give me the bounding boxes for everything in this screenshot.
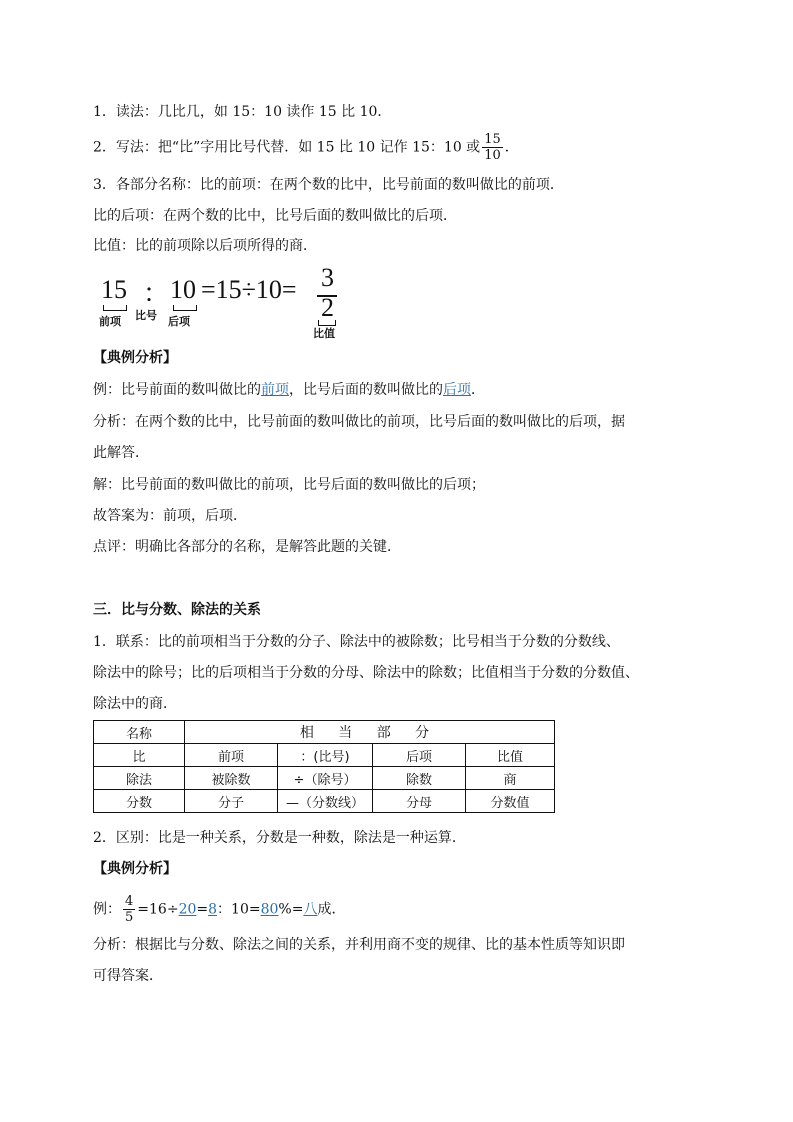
figure-fraction-numerator: 3 — [321, 263, 334, 292]
equation-text: =16÷ — [137, 901, 179, 918]
example-label: 例： — [93, 901, 121, 918]
example-text: ． — [471, 382, 485, 398]
difference-line: 2．区别：比是一种关系，分数是一种数，除法是一种运算． — [93, 830, 466, 846]
example-text: 例：比号前面的数叫做比的 — [93, 382, 261, 398]
equation-text: ：10= — [217, 901, 261, 918]
table-cell: 被除数 — [185, 767, 278, 790]
table-header-name: 名称 — [94, 721, 185, 744]
table-cell: ：(比号) — [278, 744, 373, 767]
figure-front-number: 15 — [101, 275, 127, 304]
section-title-relationship: 三．比与分数、除法的关系 — [93, 602, 261, 618]
table-header-parts: 相 当 部 分 — [185, 721, 555, 744]
table-cell: 分数 — [94, 790, 185, 813]
table-cell: —（分数线） — [278, 790, 373, 813]
analysis-line-2: 此解答． — [93, 445, 149, 461]
figure-fraction-denominator: 2 — [321, 293, 334, 322]
reading-rule: 1．读法：几比几，如 15：10 读作 15 比 10． — [93, 104, 392, 120]
analysis-line-1: 分析：在两个数的比中，比号前面的数叫做比的前项，比号后面的数叫做比的后项，据 — [93, 414, 625, 430]
relation-para-3: 除法中的商． — [93, 696, 177, 712]
table-cell: 除法 — [94, 767, 185, 790]
table-cell: ÷（除号） — [278, 767, 373, 790]
figure-back-number: 10 — [170, 275, 196, 304]
table-row — [94, 790, 555, 813]
fraction-15-10 — [482, 132, 503, 163]
equation-text: 成． — [317, 901, 346, 918]
table-cell: 后项 — [373, 744, 466, 767]
relation-para-1: 1．联系：比的前项相当于分数的分子、除法中的被除数；比号相当于分数的分数线、 — [93, 634, 620, 650]
answer-ratio-front: 8 — [208, 901, 218, 918]
writing-rule — [93, 132, 519, 163]
table-cell: 比 — [94, 744, 185, 767]
equation-text: %= — [278, 901, 304, 918]
relation-para-2: 除法中的除号；比的后项相当于分数的分母、除法中的除数；比值相当于分数的分数值、 — [93, 665, 639, 681]
table-cell: 前项 — [185, 744, 278, 767]
example-heading-2: 【典例分析】 — [93, 861, 177, 877]
relationship-table — [93, 720, 555, 813]
solution-line: 解：比号前面的数叫做比的前项，比号后面的数叫做比的后项； — [93, 477, 485, 493]
table-cell: 除数 — [373, 767, 466, 790]
figure-expression: =15÷10= — [201, 275, 297, 304]
analysis2-line-2: 可得答案． — [93, 968, 163, 984]
table-row — [94, 767, 555, 790]
writing-rule-text: 2．写法：把“比”字用比号代替．如 15 比 10 记作 15：10 或 — [93, 139, 481, 156]
comment-line: 点评：明确比各部分的名称，是解答此题的关键． — [93, 539, 401, 555]
figure-colon: ： — [143, 279, 170, 308]
bracket-back — [173, 305, 197, 311]
answer-line: 故答案为：前项，后项． — [93, 508, 247, 524]
analysis2-line-1: 分析：根据比与分数、除法之间的关系，并利用商不变的规律、比的基本性质等知识即 — [93, 937, 625, 953]
parts-ratio-value: 比值：比的前项除以后项所得的商． — [93, 238, 317, 254]
table-cell: 分数值 — [466, 790, 555, 813]
fraction-numerator: 4 — [125, 894, 134, 909]
fraction-4-5 — [123, 894, 135, 925]
table-cell: 分子 — [185, 790, 278, 813]
example-question-1 — [93, 380, 485, 400]
writing-rule-end: ． — [504, 139, 519, 156]
fraction-numerator: 15 — [484, 132, 501, 147]
label-front-term: 前项 — [99, 315, 121, 328]
example-question-2 — [93, 894, 345, 925]
parts-back-term: 比的后项：在两个数的比中，比号后面的数叫做比的后项． — [93, 208, 457, 224]
equation-text: = — [196, 901, 209, 918]
table-cell: 分母 — [373, 790, 466, 813]
answer-divisor: 20 — [178, 901, 197, 918]
ratio-parts-figure — [95, 265, 345, 340]
fraction-denominator: 5 — [125, 910, 134, 925]
answer-back-term: 后项 — [443, 382, 471, 398]
label-ratio-sign: 比号 — [135, 309, 157, 322]
fraction-denominator: 10 — [484, 148, 501, 163]
answer-tenths: 八 — [303, 901, 318, 918]
table-row — [94, 744, 555, 767]
answer-front-term: 前项 — [261, 382, 289, 398]
label-back-term: 后项 — [168, 315, 190, 328]
table-cell: 商 — [466, 767, 555, 790]
answer-percent: 80 — [260, 901, 279, 918]
table-header-row — [94, 721, 555, 744]
parts-front-term: 3．各部分名称：比的前项：在两个数的比中，比号前面的数叫做比的前项． — [93, 177, 564, 193]
example-text: ，比号后面的数叫做比的 — [289, 382, 443, 398]
example-heading-1: 【典例分析】 — [93, 350, 177, 366]
bracket-front — [103, 305, 127, 311]
label-ratio-value: 比值 — [313, 327, 335, 340]
table-cell: 比值 — [466, 744, 555, 767]
